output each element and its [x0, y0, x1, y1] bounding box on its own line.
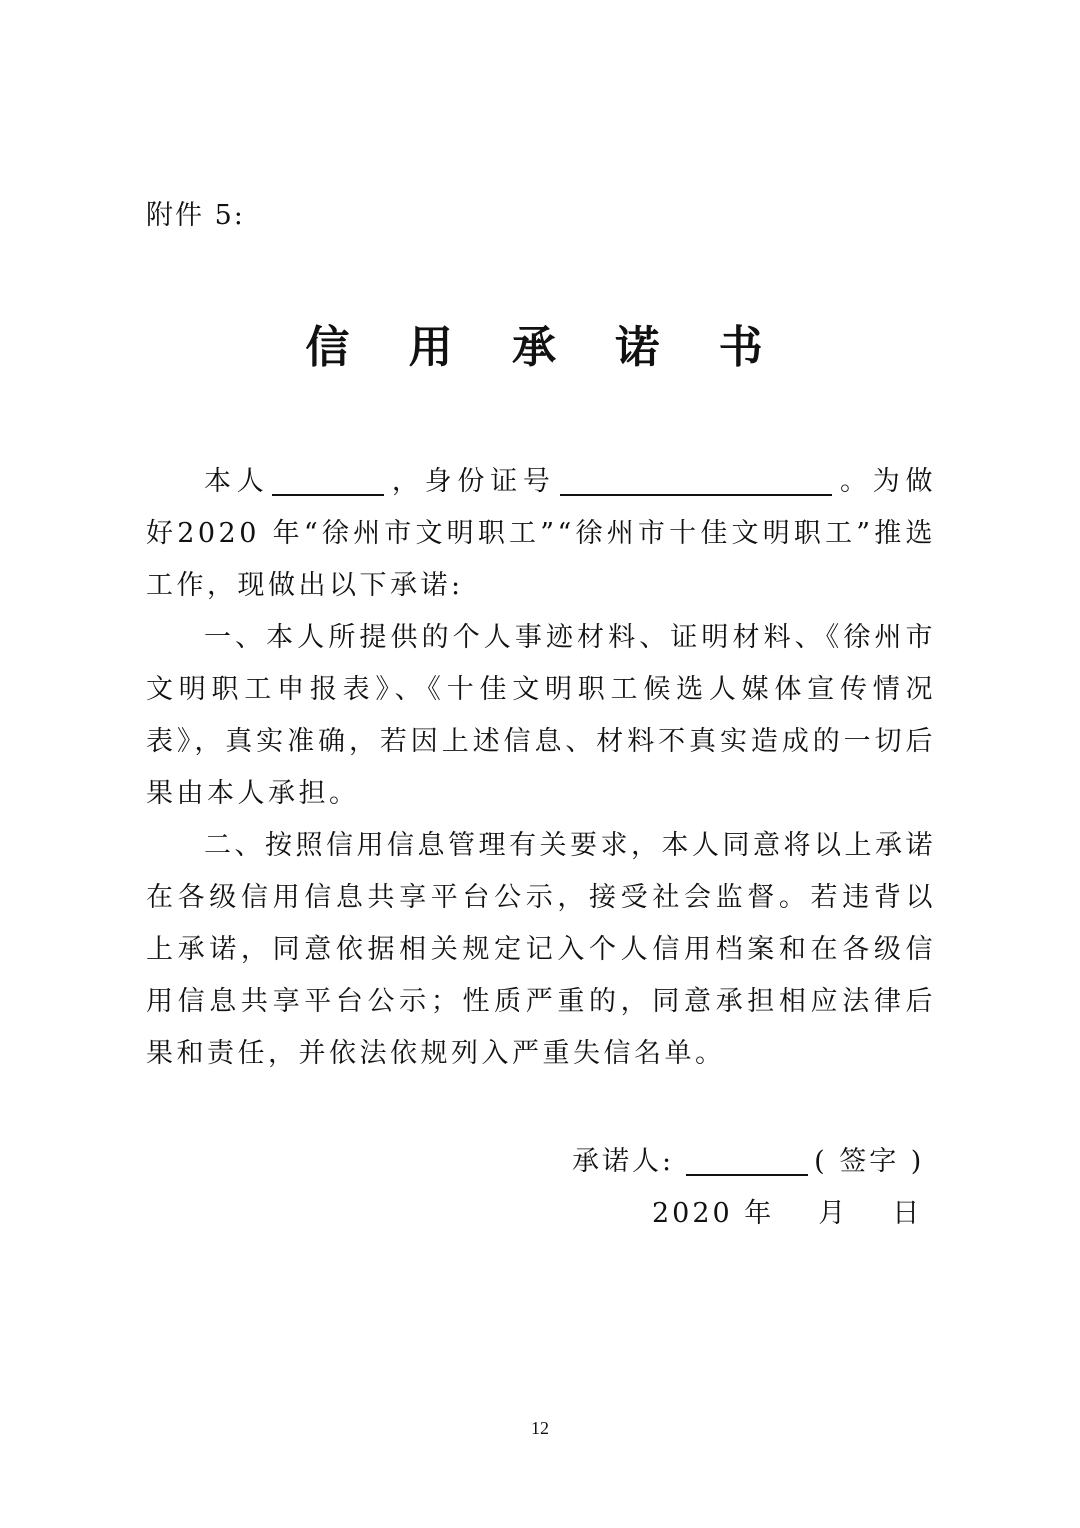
signature-label: 承诺人:: [572, 1146, 675, 1177]
signature-suffix: ( 签字 ): [814, 1146, 925, 1177]
document-body: [146, 456, 936, 1080]
date-day: 日: [892, 1198, 923, 1229]
intro-paragraph: [146, 456, 936, 612]
attachment-label: 附件 5:: [146, 200, 245, 231]
id-number-blank-field[interactable]: [560, 464, 832, 496]
signature-blank-field[interactable]: [686, 1144, 808, 1176]
signature-line: [572, 1140, 924, 1184]
page-number: 12: [531, 1418, 549, 1438]
date-month: 月: [818, 1198, 849, 1229]
commitment-paragraph-2: 二、按照信用信息管理有关要求，本人同意将以上承诺在各级信用信息共享平台公示，接受社会监督。若违背以上承诺，同意依据相关规定记入个人信用档案和在各级信用信息共享平台公示；性质严重的，同意承担相应法律后果和责任，并依法依规列入严重失信名单。: [146, 830, 936, 1069]
document-title: 信 用 承 诺 书: [305, 322, 785, 373]
name-blank-field[interactable]: [272, 464, 384, 496]
date-line: [652, 1192, 922, 1236]
intro-text-3: 。为做好2020 年“徐州市文明职工”“徐州市十佳文明职工”推选工作，现做出以下承诺:: [146, 466, 937, 601]
date-year: 2020 年: [652, 1198, 775, 1229]
intro-text-2: ，身份证号: [389, 466, 556, 497]
intro-text-1: 本人: [204, 466, 270, 497]
commitment-paragraph-1: 一、本人所提供的个人事迹材料、证明材料、《徐州市文明职工申报表》、《十佳文明职工候选人媒体宣传情况表》，真实准确，若因上述信息、材料不真实造成的一切后果由本人承担。: [146, 622, 936, 809]
